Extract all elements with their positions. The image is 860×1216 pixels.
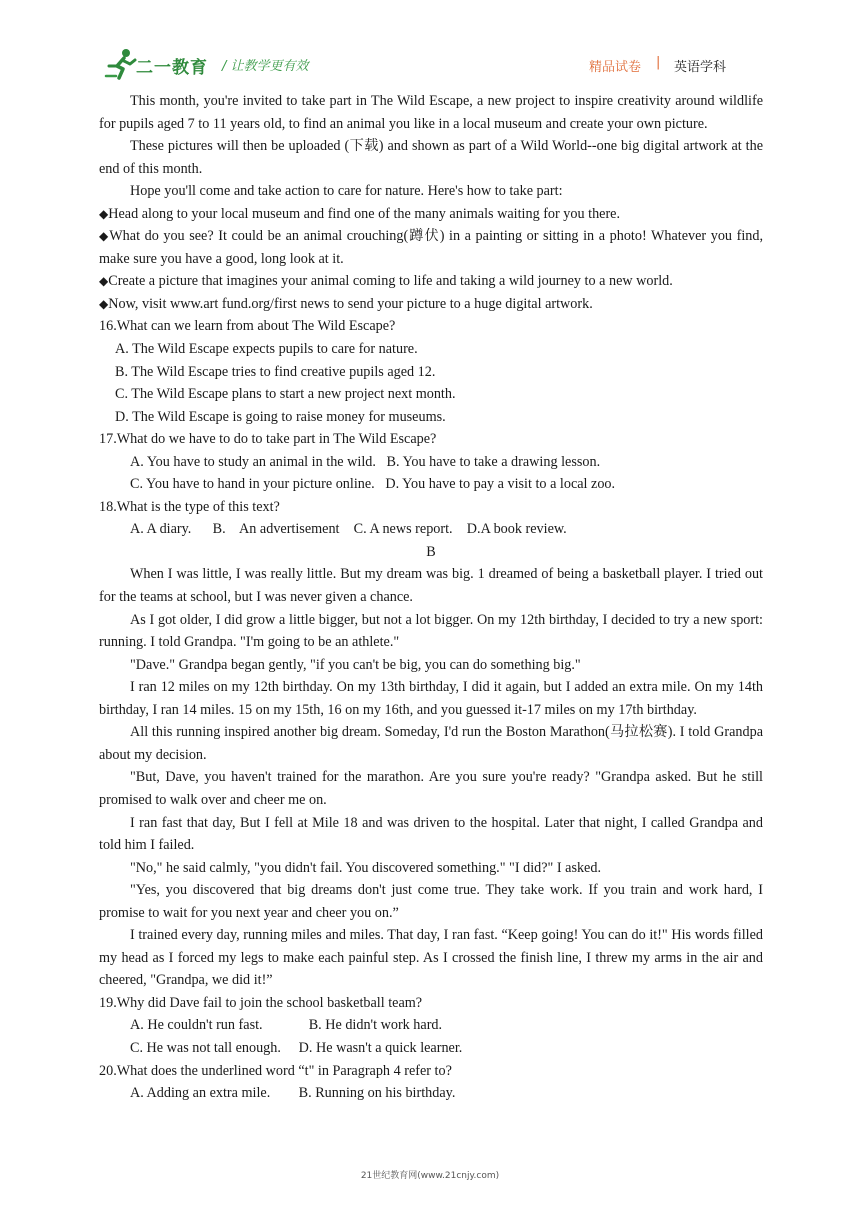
page-header — [0, 0, 860, 90]
paragraph: All this running inspired another big dream. Someday, I'd run the Boston Marathon(马拉松赛). I told Grandpa about my decision. — [99, 724, 763, 763]
document-body — [99, 90, 763, 1105]
paragraph: "Yes, you discovered that big dreams don't just come true. They take work. If you train and work hard, I promise to wait for you next year and cheer you on.” — [99, 882, 763, 921]
question-20-stem: 20.What does the underlined word “t" in Paragraph 4 refer to? — [99, 1062, 452, 1079]
question-19-options-cd: C. He was not tall enough. D. He wasn't a quick learner. — [130, 1039, 463, 1056]
slogan: / 让教学更有效 — [222, 59, 309, 74]
paragraph: Hope you'll come and take action to care for nature. Here's how to take part: — [130, 183, 563, 200]
question-19-options-ab: A. He couldn't run fast. B. He didn't work hard. — [130, 1017, 443, 1034]
exam-tag: 精品试卷 — [589, 60, 642, 75]
paragraph: As I got older, I did grow a little bigger, but not a lot bigger. On my 12th birthday, I decided to try a new sport: running. I told Grandpa. "I'm going to be an athlete." — [99, 611, 763, 651]
question-16-stem: 16.What can we learn from about The Wild Escape? — [99, 318, 396, 335]
question-16-option-a: A. The Wild Escape expects pupils to care for nature. — [115, 341, 418, 358]
question-18-stem: 18.What is the type of this text? — [99, 498, 280, 515]
question-17-stem: 17.What do we have to do to take part in The Wild Escape? — [99, 431, 437, 448]
paragraph: This month, you're invited to take part in The Wild Escape, a new project to inspire creativity around wildlife for pupils aged 7 to 11 years old, to find an animal you like in a local museum and create your own picture. — [99, 93, 763, 132]
bullet-item: ◆Create a picture that imagines your animal coming to life and taking a wild journey to a new world. — [99, 273, 673, 290]
subject-tag: 英语学科 — [674, 60, 727, 75]
tag-separator: | — [656, 55, 661, 70]
question-20-options-ab: A. Adding an extra mile. B. Running on his birthday. — [130, 1085, 456, 1102]
question-16-option-d: D. The Wild Escape is going to raise money for museums. — [115, 408, 446, 425]
bullet-item: ◆What do you see? It could be an animal crouching(蹲伏) in a painting or sitting in a photo! Whatever you find, make sure you have a good, long look at it. — [99, 228, 763, 267]
question-18-options: A. A diary. B. An advertisement C. A news report. D.A book review. — [130, 521, 567, 538]
paragraph: I ran 12 miles on my 12th birthday. On my 13th birthday, I did it again, but I added an extra mile. On my 14th birthday, I ran 14 miles. 15 on my 15th, 16 on my 16th, and you guessed it-17 miles on my 17th birthday. — [99, 679, 763, 718]
paragraph: "No," he said calmly, "you didn't fail. You discovered something." "I did?" I asked. — [130, 859, 601, 876]
logo-text: 二一教育 — [136, 58, 208, 78]
paragraph: "Dave." Grandpa began gently, "if you can't be big, you can do something big." — [130, 656, 581, 673]
paragraph: I ran fast that day, But I fell at Mile 18 and was driven to the hospital. Later that night, I called Grandpa and told him I failed. — [99, 814, 763, 854]
question-16-option-b: B. The Wild Escape tries to find creative pupils aged 12. — [115, 363, 436, 380]
section-b-label: B — [426, 543, 436, 560]
paragraph: When I was little, I was really little. But my dream was big. 1 dreamed of being a basketball player. I tried out for the teams at school, but I was never given a chance. — [99, 566, 763, 606]
bullet-item: ◆Now, visit www.art fund.org/first news to send your picture to a huge digital artwork. — [99, 295, 593, 312]
page-footer: 21世纪教育网(www.21cnjy.com) — [360, 1171, 500, 1181]
question-17-options-cd: C. You have to hand in your picture online. D. You have to pay a visit to a local zoo. — [130, 476, 616, 493]
paragraph: I trained every day, running miles and miles. That day, I ran fast. “Keep going! You can do it!" His words filled my head as I forced my legs to make each painful step. As I crossed the finish line, I threw my arms in the air and cheered, "Grandpa, we did it!” — [99, 927, 763, 989]
paragraph: These pictures will then be uploaded (下载) and shown as part of a Wild World--one big digital artwork at the end of this month. — [99, 138, 763, 177]
question-16-option-c: C. The Wild Escape plans to start a new project next month. — [115, 386, 456, 403]
question-17-options-ab: A. You have to study an animal in the wild. B. You have to take a drawing lesson. — [130, 453, 601, 470]
paragraph: "But, Dave, you haven't trained for the marathon. Are you sure you're ready? "Grandpa asked. But he still promised to walk over and cheer me on. — [99, 769, 763, 808]
logo — [104, 47, 216, 81]
diamond-bullet-icon: ◆ — [99, 274, 109, 289]
question-19-stem: 19.Why did Dave fail to join the school basketball team? — [99, 994, 423, 1011]
runner-logo-icon — [104, 47, 138, 81]
diamond-bullet-icon: ◆ — [99, 229, 110, 244]
diamond-bullet-icon: ◆ — [99, 296, 109, 311]
bullet-item: ◆Head along to your local museum and find one of the many animals waiting for you there. — [99, 205, 621, 222]
diamond-bullet-icon: ◆ — [99, 206, 109, 221]
